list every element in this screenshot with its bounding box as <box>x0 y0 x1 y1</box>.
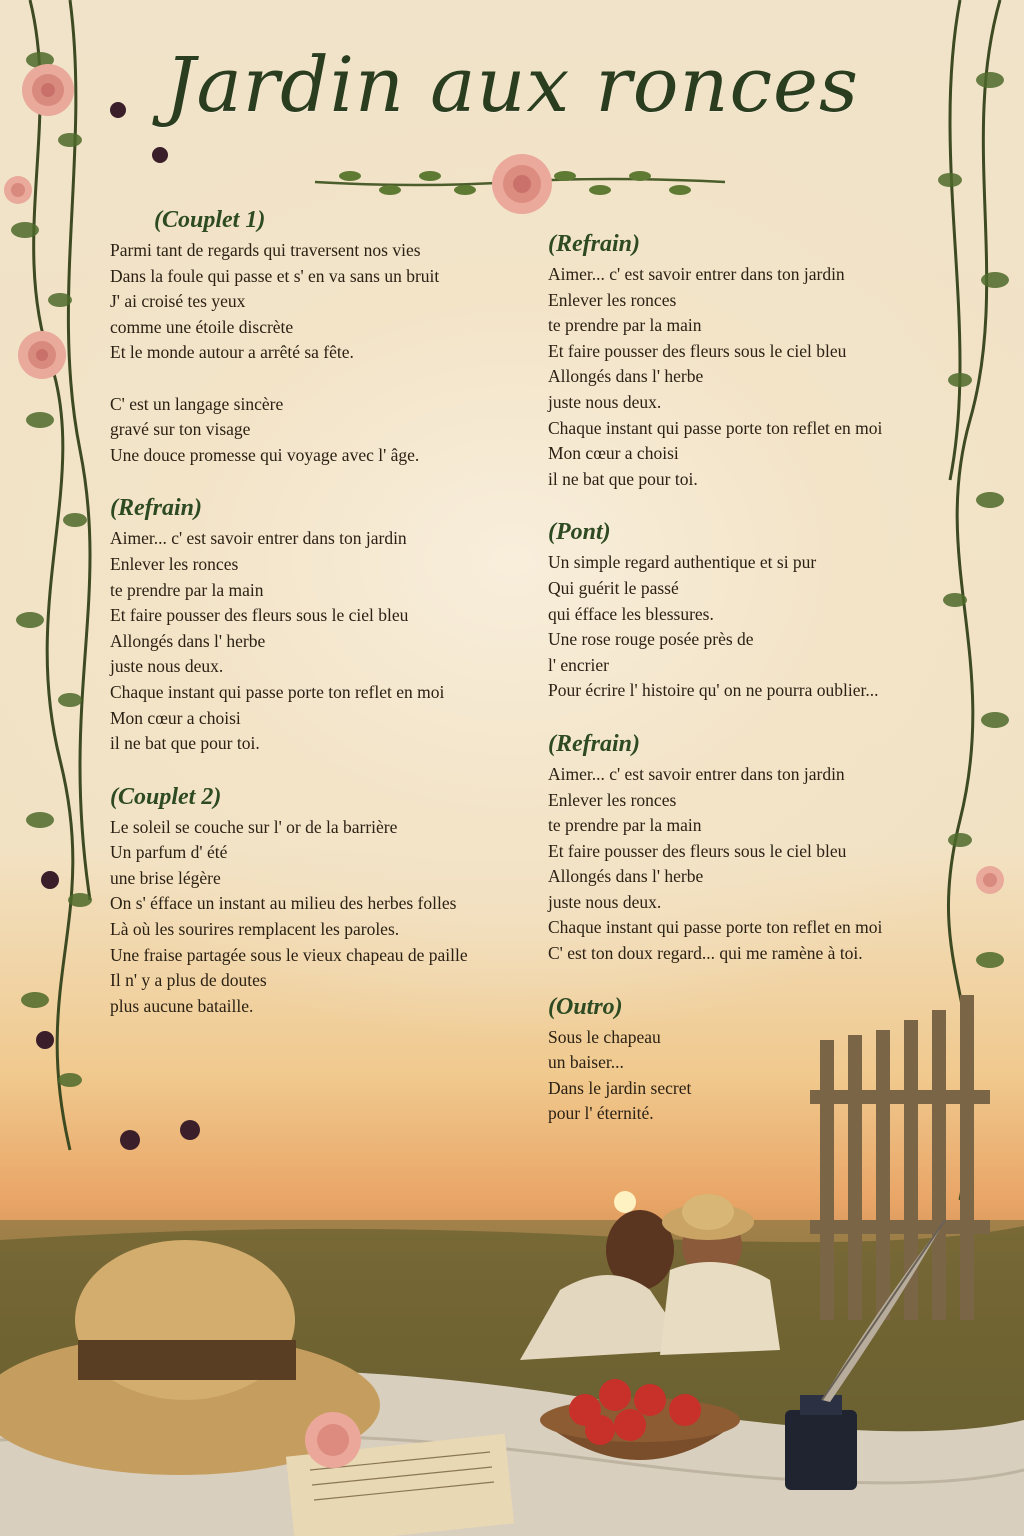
lyric-line: Une fraise partagée sous le vieux chapeau de paille <box>110 944 468 965</box>
rose-icon <box>305 1412 361 1468</box>
lyrics-section <box>548 516 958 704</box>
lyrics-section <box>548 728 958 967</box>
page-title: Jardin aux ronces <box>164 40 860 129</box>
lyric-line: Et faire pousser des fleurs sous le ciel bleu <box>110 605 409 626</box>
lyric-line: Chaque instant qui passe porte ton reflet en moi <box>548 417 883 438</box>
lyric-line: Allongés dans l' herbe <box>548 866 704 887</box>
lyric-line: Un simple regard authentique et si pur <box>548 552 817 573</box>
lyric-line: te prendre par la main <box>548 815 702 836</box>
lyric-line: Enlever les ronces <box>548 289 677 310</box>
lyric-line: C' est ton doux regard... qui me ramène à toi. <box>548 943 863 964</box>
lyric-line: Là où les sourires remplacent les paroles. <box>110 919 400 940</box>
sun-icon <box>614 1191 636 1213</box>
section-heading: (Refrain) <box>548 231 640 257</box>
lyric-line: Une douce promesse qui voyage avec l' âge. <box>110 444 420 465</box>
lyric-line: te prendre par la main <box>548 315 702 336</box>
lyric-line: Un parfum d' été <box>110 842 228 863</box>
lyric-line <box>110 366 520 392</box>
lyrics-section <box>548 991 958 1127</box>
lyric-line: Et faire pousser des fleurs sous le ciel bleu <box>548 840 847 861</box>
lyric-line: juste nous deux. <box>548 891 662 912</box>
section-heading: (Refrain) <box>110 495 202 522</box>
lyrics-section <box>110 204 520 468</box>
lyrics-section <box>548 228 958 492</box>
lyric-line: Chaque instant qui passe porte ton reflet en moi <box>110 681 445 702</box>
section-heading: (Pont) <box>548 519 611 546</box>
lyric-line: il ne bat que pour toi. <box>110 733 260 754</box>
lyric-line: pour l' éternité. <box>548 1103 654 1124</box>
lyric-line: une brise légère <box>110 867 221 888</box>
lyric-line: plus aucune bataille. <box>110 995 254 1016</box>
lyric-line: gravé sur ton visage <box>110 419 251 440</box>
lyric-line: Allongés dans l' herbe <box>110 630 266 651</box>
lyric-line: te prendre par la main <box>110 579 264 600</box>
lyric-line: Le soleil se couche sur l' or de la barrière <box>110 816 398 837</box>
lyric-line: Il n' y a plus de doutes <box>110 970 267 991</box>
lyric-line: qui éfface les blessures. <box>548 603 714 624</box>
lyric-line: il ne bat que pour toi. <box>548 468 698 489</box>
lyric-line: Dans la foule qui passe et s' en va sans un bruit <box>110 265 440 286</box>
lyric-line: Parmi tant de regards qui traversent nos vies <box>110 240 421 260</box>
lyric-line: un baiser... <box>548 1052 624 1073</box>
lyric-line: Enlever les ronces <box>110 553 239 574</box>
lyric-line: juste nous deux. <box>110 656 224 677</box>
lyric-line: Allongés dans l' herbe <box>548 366 704 387</box>
lyric-line: Aimer... c' est savoir entrer dans ton jardin <box>110 528 407 549</box>
section-heading: (Outro) <box>548 993 623 1020</box>
lyric-line: Et faire pousser des fleurs sous le ciel bleu <box>548 340 847 361</box>
lyrics-section <box>110 781 520 1020</box>
lyric-line: Pour écrire l' histoire qu' on ne pourra oublier... <box>548 680 879 701</box>
lyric-line: Une rose rouge posée près de <box>548 629 754 650</box>
lyric-line: J' ai croisé tes yeux <box>110 291 246 312</box>
lyrics-section <box>110 492 520 756</box>
lyric-line: Aimer... c' est savoir entrer dans ton jardin <box>548 763 845 784</box>
lyric-line: Aimer... c' est savoir entrer dans ton jardin <box>548 264 845 284</box>
section-heading: (Couplet 2) <box>110 783 222 810</box>
lyric-line: C' est un langage sincère <box>110 393 284 414</box>
lyrics-right-column <box>548 228 958 1151</box>
lyric-line: Sous le chapeau <box>548 1026 661 1047</box>
lyric-line: Dans le jardin secret <box>548 1077 692 1098</box>
section-heading: (Refrain) <box>548 730 640 757</box>
lyric-line: Chaque instant qui passe porte ton reflet en moi <box>548 917 883 938</box>
lyric-line: Mon cœur a choisi <box>110 707 241 728</box>
lyric-line: l' encrier <box>548 654 609 675</box>
lyric-line: Enlever les ronces <box>548 789 677 810</box>
lyric-line: Mon cœur a choisi <box>548 443 679 464</box>
lyric-line: Qui guérit le passé <box>548 577 679 598</box>
lyric-line: juste nous deux. <box>548 391 662 412</box>
lyric-line: comme une étoile discrète <box>110 316 294 337</box>
lyric-line: On s' éfface un instant au milieu des herbes folles <box>110 893 457 914</box>
section-heading: (Couplet 1) <box>154 207 266 233</box>
lyric-line: Et le monde autour a arrêté sa fête. <box>110 342 354 363</box>
lyrics-left-column <box>110 204 520 1043</box>
